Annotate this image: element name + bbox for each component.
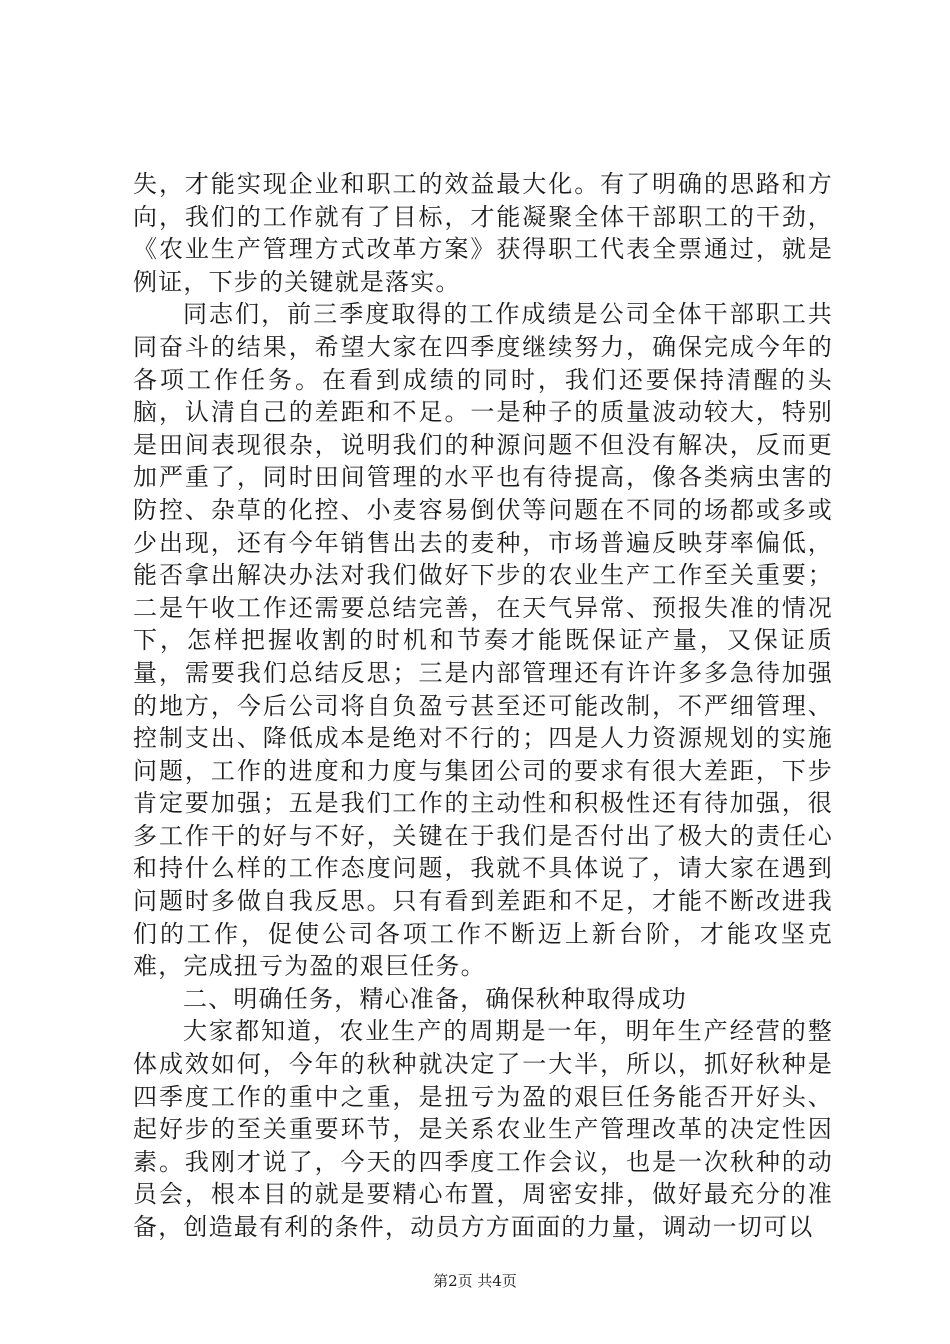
section-heading: 二、明确任务，精心准备，确保秋种取得成功 bbox=[183, 984, 687, 1013]
page-footer: 第2页 共4页 bbox=[433, 1272, 517, 1290]
paragraph-shortcomings: 同志们，前三季度取得的工作成绩是公司全体干部职工共同奋斗的结果，希望大家在四季度继续努力，确保完成今年的各项工作任务。在看到成绩的同时，我们还要保持清醒的头脑，认清自己的差距和不足。一是种子的质量波动较大，特别是田间表现很杂，说明我们的种源问题不但没有解决，反而更加严重了，同时田间管理的水平也有待提高，像各类病虫害的防控、杂草的化控、小麦容易倒伏等问题在不同的场都或多或少出现，还有今年销售出去的麦种，市场普遍反映芽率偏低，能否拿出解决办法对我们做好下步的农业生产工作至关重要；二是午收工作还需要总结完善，在天气异常、预报失准的情况下，怎样把握收割的时机和节奏才能既保证产量，又保证质量，需要我们总结反思；三是内部管理还有许许多多急待加强的地方，今后公司将自负盈亏甚至还可能改制，不严细管理、控制支出、降低成本是绝对不行的；四是人力资源规划的实施问题，工作的进度和力度与集团公司的要求有很大差距，下步肯定要加强；五是我们工作的主动性和积极性还有待加强，很多工作干的好与不好，关键在于我们是否付出了极大的责任心和持什么样的工作态度问题，我就不具体说了，请大家在遇到问题时多做自我反思。只有看到差距和不足，才能不断改进我们的工作，促使公司各项工作不断迈上新台阶，才能攻坚克难，完成扭亏为盈的艰巨任务。 bbox=[133, 300, 833, 981]
paragraph-continuation: 失，才能实现企业和职工的效益最大化。有了明确的思路和方向，我们的工作就有了目标，才能凝聚全体干部职工的干劲，《农业生产管理方式改革方案》获得职工代表全票通过，就是例证，下步的关键就是落实。 bbox=[133, 170, 833, 296]
document-body bbox=[133, 168, 833, 1244]
paragraph-autumn-sowing: 大家都知道，农业生产的周期是一年，明年生产经营的整体成效如何，今年的秋种就决定了一大半，所以，抓好秋种是四季度工作的重中之重，是扭亏为盈的艰巨任务能否开好头、起好步的至关重要环节，是关系农业生产管理改革的决定性因素。我刚才说了，今天的四季度工作会议，也是一次秋种的动员会，根本目的就是要精心布置，周密安排，做好最充分的准备，创造最有利的条件，动员方方面面的力量，调动一切可以 bbox=[133, 1017, 833, 1241]
